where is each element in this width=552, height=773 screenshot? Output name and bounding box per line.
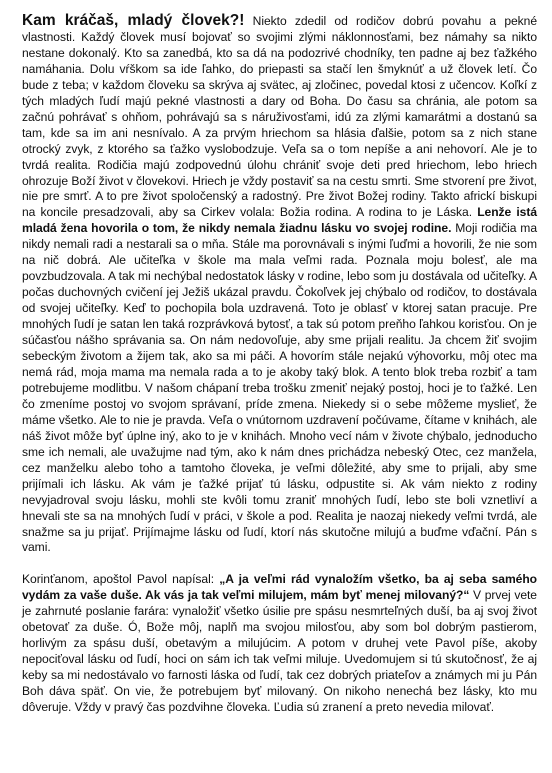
paragraph-1 — [22, 13, 537, 556]
paragraph-1-text-a: Niekto zdedil od rodičov dobrú povahu a pekné vlastnosti. Každý človek musí bojovať so svojimi zlými náklonnosťami, bez námahy sa nikto nestane dokonalý. Kto sa zanedbá, kto sa dá na podozrivé chodníky, ten padne aj bez ťažkého namáhania. Dolu vŕškom sa ide ľahko, do priepasti sa stačí len šmyknúť a už človek letí. Čo bude z teba; v každom človeku sa skrýva aj svätec, aj zločinec, povedal ktosi z učencov. Koľkí z tých mladých ľudí majú pekné vlastnosti a dary od Boha. Do času sa chránia, ale potom sa začnú pohrávať s ohňom, pohrávajú sa s náruživosťami, idú za zlými kamarátmi a dostanú sa tam, kde sa im ani nesnívalo. A za prvým hriechom sa hlásia ďalšie, potom sa z nich stane otrocký zvyk, z ktorého sa ťažko vyslobodzuje. Veľa sa o tom nepíše a ani nehovorí. Ale je to tvrdá realita. Rodičia majú zodpovednú úlohu chrániť svoje deti pred hriechom, lebo hriech ohrozuje Boží život v človekovi. Hriech je vždy postaviť sa na cestu smrti. Sme stvorení pre život, nie pre smrť. A to pre život spoločenský a radostný. Pre život Božej rodiny. Takto africkí biskupi na koncile presadzovali, aby sa Cirkev volala: Božia rodina. A rodina to je Láska. — [22, 14, 538, 220]
article-title: Kam kráčaš, mladý človek?! — [22, 12, 245, 29]
paragraph-gap — [22, 556, 537, 572]
paragraph-1-text-b: Moji rodičia ma nikdy nemali radi a nestarali sa o mňa. Stále ma porovnávali s inými ľuďmi a hovorili, že nie som na nič dobrá. Ale učiteľka v škole ma mala veľmi rada. Poznala moju bolesť, ale ma povzbudzovala. A tak mi nechýbal nedostatok lásky v rodine, lebo som ju dostávala od učiteľky. A počas duchovných cvičení jej Ježiš ukázal pravdu. Čokoľvek jej chýbalo od rodičov, to dostávala od svojej učiteľky. Keď to pochopila bola uzdravená. Toto je oblasť v ktorej satan pracuje. Pre mnohých ľudí je satan len taká rozprávková bytosť, a tak sú potom preňho ľahkou korisťou. On je súčasťou nášho správania sa. On nám nedovoľuje, aby sme prijali realitu. Ja chcem žiť svojim sebeckým životom a žijem tak, ako sa mi páči. A hovorím stále nejakú výhovorku, môj otec ma nemá rád, moja mama ma nemala rada a to je akoby taký blok. A tento blok treba rozbiť a tam potrebujeme modlitbu. V našom chápaní treba trošku zmeniť nejaký postoj, hoci je to ťažké. Len čo zmeníme postoj vo svojom správaní, príde zmena. Niekedy si o sebe môžeme myslieť, že máme všetko. Ale to nie je pravda. Veľa o vnútornom uzdravení počúvame, čítame v knihách, ale náš život môže byť úplne iný, ako to je v knihách. Mnoho vecí nám v živote chýbalo, jednoducho sme ich nemali, ale uvažujme nad tým, ako k nám dnes prichádza nebeský Otec, cez manžela, cez manželku alebo toho a tamtoho človeka, je veľmi dôležité, aby sme to prijali, aby sme prijímali ich lásku. Ak vám je ťažké prijať tú lásku, odpustite si. Ak vám niekto z rodiny nevyjadroval svoju lásku, mohli ste kvôli tomu zraniť mnohých ľudí, lebo ste boli vznetliví a hnevali ste sa na mnohých ľudí v práci, v škole a pod. Realita je naozaj niekedy veľmi tvrdá, ale snažme sa ju prijať. Prijímajme lásku od ľudí, ktorí nás skutočne milujú a buďme vďační. Pán s vami. — [22, 221, 537, 555]
paragraph-2-text: V prvej vete je zahrnuté poslanie farára: vynaložiť všetko úsilie pre spásu nesmrteľných duší, ba aj svoj život obetovať za duše. Ó, Bože môj, naplň ma svojou milosťou, aby som bol dobrým pastierom, horlivým za spásu duší, obetavým a milujúcim. A potom v druhej vete Pavol píše, akoby nepociťoval lásku od ľudí, hoci on sám ich tak veľmi miluje. Uvedomujem si tú skutočnosť, že aj keby sa mi nedostávalo vo farnosti láska od ľudí, tak cez dobrých priateľov a známych mi ju Pán Boh dáva späť. On vie, že potrebujem byť milovaný. On nikoho nenechá bez lásky, kto mu dôveruje. Vždy v pravý čas pozdvihne človeka. Ľudia sú zranení a preto nevedia milovať. — [22, 588, 537, 715]
paragraph-2-intro: Korinťanom, apoštol Pavol napísal: — [22, 572, 220, 587]
paragraph-2 — [22, 572, 537, 716]
paragraph-2-bold-quote: „A ja veľmi rád vynaložím všetko, ba aj seba samého vydám za vaše duše. Ak vás ja tak veľmi milujem, mám byť menej milovaný?“ — [22, 572, 537, 603]
paragraph-1-bold-statement: Lenže istá mladá žena hovorila o tom, že nikdy nemala žiadnu lásku vo svojej rodine. — [22, 205, 537, 236]
